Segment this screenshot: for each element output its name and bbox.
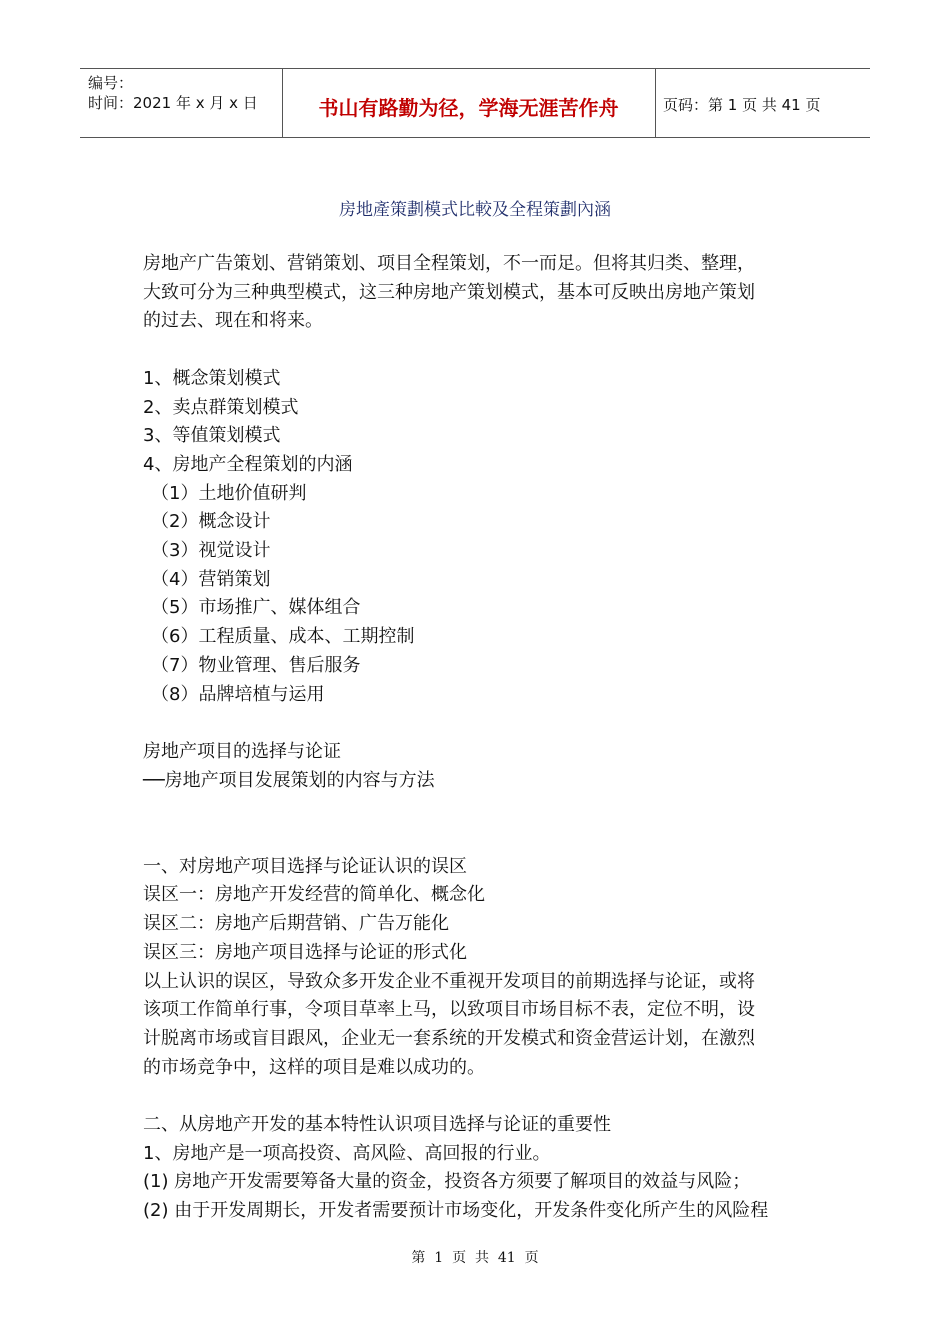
part1-heading: 一、对房地产项目选择与论证认识的误区 — [143, 855, 467, 877]
part2-line: (1) 房地产开发需要筹备大量的资金，投资各方须要了解项目的效益与风险； — [143, 1171, 751, 1193]
part1-line: 该项工作简单行事，令项目草率上马，以致项目市场目标不表，定位不明，设 — [143, 999, 755, 1021]
sub-list-item: （3）视觉设计 — [151, 540, 271, 562]
part1-line: 的市场竞争中，这样的项目是难以成功的。 — [143, 1056, 485, 1078]
document-date-label: 时间：2021 年 x 月 x 日 — [88, 94, 258, 112]
sub-list-item: （6）工程质量、成本、工期控制 — [151, 626, 415, 648]
part2-line: (2) 由于开发周期长，开发者需要预计市场变化，开发条件变化所产生的风险程 — [143, 1200, 769, 1222]
list-item: 4、房地产全程策划的内涵 — [143, 453, 353, 475]
page-footer: 第 1 页 共 41 页 — [411, 1250, 539, 1266]
sub-list-item: （1）土地价值研判 — [151, 482, 307, 504]
section-heading: 房地产项目的选择与论证 — [143, 740, 341, 762]
document-body — [143, 250, 813, 1226]
intro-line: 的过去、现在和将来。 — [143, 310, 323, 332]
sub-list-item: （2）概念设计 — [151, 511, 271, 533]
sub-list-item: （7）物业管理、售后服务 — [151, 654, 361, 676]
sub-list-item: （8）品牌培植与运用 — [151, 683, 325, 705]
part2-line: 1、房地产是一项高投资、高风险、高回报的行业。 — [143, 1142, 551, 1164]
part2-heading: 二、从房地产开发的基本特性认识项目选择与论证的重要性 — [143, 1114, 611, 1136]
intro-line: 大致可分为三种典型模式，这三种房地产策划模式，基本可反映出房地产策划 — [143, 281, 755, 303]
part1-line: 计脱离市场或盲目跟风，企业无一套系统的开发模式和资金营运计划，在激烈 — [143, 1027, 755, 1049]
part1-line: 误区二：房地产后期营销、广告万能化 — [143, 913, 449, 935]
page-header — [80, 68, 870, 138]
sub-list-item: （4）营销策划 — [151, 568, 271, 590]
header-page-info: 页码：第 1 页 共 41 页 — [663, 96, 821, 114]
part1-line: 误区三：房地产项目选择与论证的形式化 — [143, 941, 467, 963]
header-motto: 书山有路勤为径，学海无涯苦作舟 — [318, 96, 619, 120]
document-number-label: 编号： — [88, 74, 134, 92]
part1-line: 误区一：房地产开发经营的简单化、概念化 — [143, 884, 485, 906]
sub-list-item: （5）市场推广、媒体组合 — [151, 597, 361, 619]
intro-line: 房地产广告策划、营销策划、项目全程策划，不一而足。但将其归类、整理， — [143, 253, 755, 274]
list-item: 3、等值策划模式 — [143, 425, 281, 447]
part1-line: 以上认识的误区，导致众多开发企业不重视开发项目的前期选择与论证，或将 — [143, 970, 755, 992]
document-title: 房地產策劃模式比較及全程策劃內涵 — [339, 200, 611, 220]
header-motto-cell — [282, 69, 656, 137]
section-subheading: ──房地产项目发展策划的内容与方法 — [143, 769, 435, 791]
list-item: 1、概念策划模式 — [143, 367, 281, 389]
list-item: 2、卖点群策划模式 — [143, 396, 299, 418]
header-page-cell — [655, 69, 870, 137]
header-meta-cell — [80, 69, 283, 137]
